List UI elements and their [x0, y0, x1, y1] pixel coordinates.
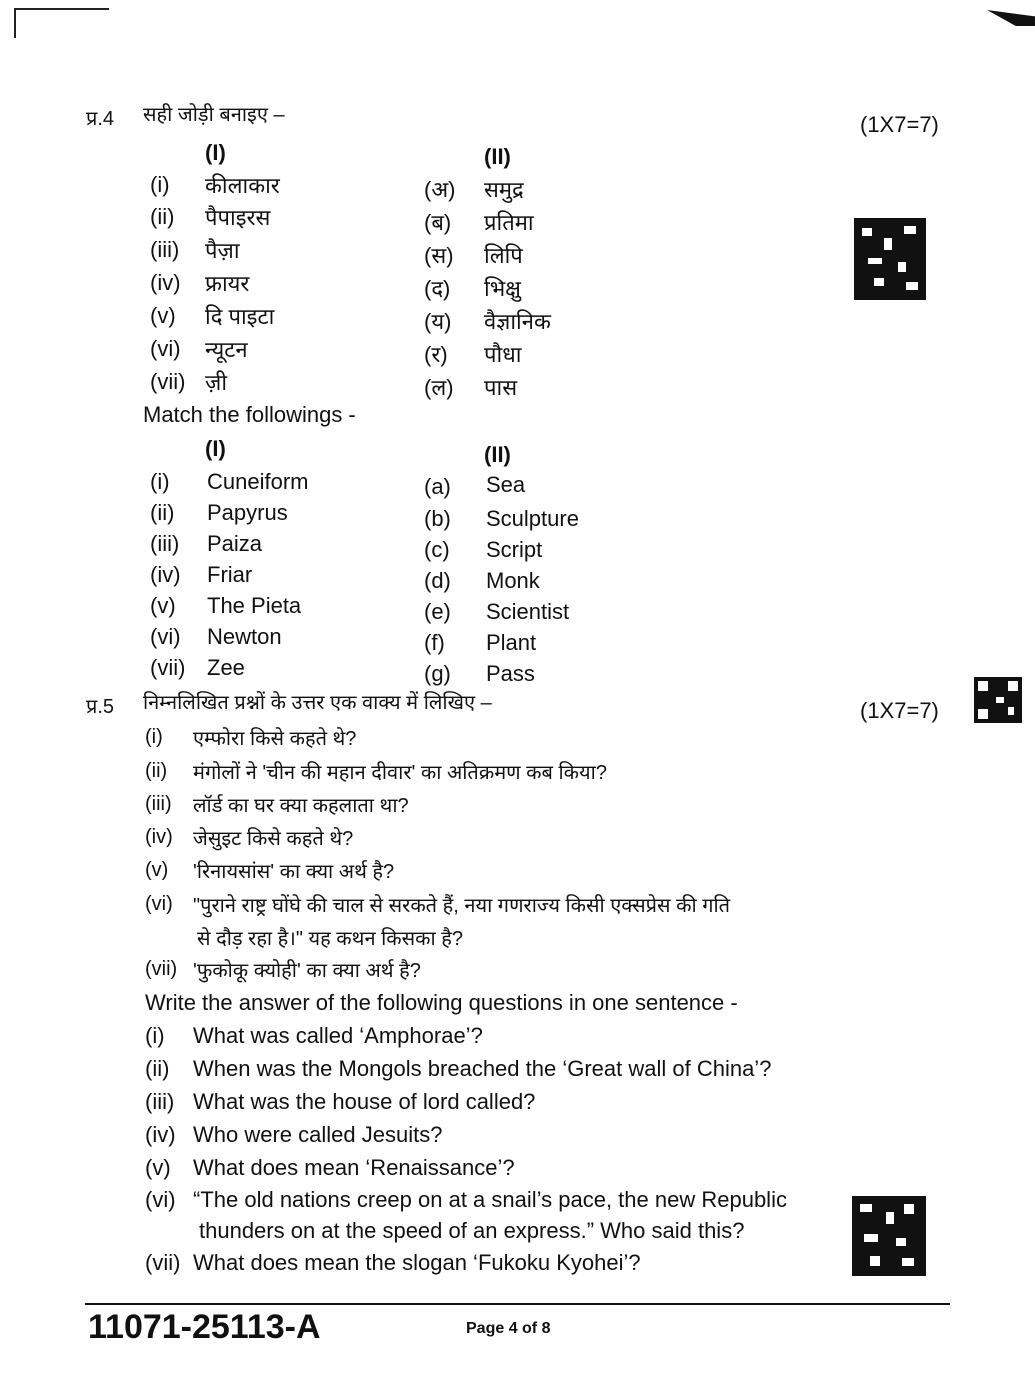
list-item-number: (iv) [150, 270, 181, 295]
list-item: Pass [486, 661, 535, 686]
list-item: “The old nations creep on at a snail’s pace, the new Republic [193, 1187, 787, 1212]
list-item: Sculpture [486, 506, 579, 531]
list-item-number: (ii) [145, 1056, 170, 1081]
list-item: Newton [207, 624, 282, 649]
list-item-number: (i) [150, 469, 170, 494]
list-item: Friar [207, 562, 253, 587]
list-item: Zee [207, 655, 245, 680]
list-item: Paiza [207, 531, 263, 556]
list-item: लिपि [484, 243, 523, 268]
list-item: What was called ‘Amphorae’? [193, 1023, 483, 1048]
list-item: Who were called Jesuits? [193, 1122, 443, 1147]
list-item-number: (iii) [150, 531, 180, 556]
list-item-number: (a) [424, 474, 451, 499]
list-item-number: (अ) [424, 177, 456, 202]
list-item: What was the house of lord called? [193, 1089, 536, 1114]
list-item-number: (iv) [150, 562, 181, 587]
list-item: पैज़ा [205, 238, 240, 263]
list-item-number: (स) [424, 243, 454, 268]
corner-rule [14, 8, 109, 10]
qr-code [854, 218, 926, 300]
list-item-number: (f) [424, 630, 445, 655]
list-item: पैपाइरस [205, 205, 271, 230]
list-item-number: (vi) [145, 1187, 176, 1212]
list-item-number: (v) [145, 859, 169, 881]
list-item: भिक्षु [484, 276, 521, 301]
q5-marks: (1X7=7) [860, 698, 939, 723]
list-item-number: (iii) [145, 1089, 175, 1114]
footer-rule [85, 1303, 950, 1305]
list-item-number: (vii) [150, 655, 186, 680]
list-item: 'फुकोकू क्योही' का क्या अर्थ है? [193, 960, 421, 982]
list-item-number: (v) [150, 593, 176, 618]
q4-title-hindi: सही जोड़ी बनाइए – [143, 104, 285, 126]
list-item: जेसुइट किसे कहते थे? [193, 828, 354, 850]
list-item-number: (vi) [145, 893, 173, 915]
list-item: न्यूटन [205, 337, 248, 362]
list-item-number: (i) [145, 1023, 165, 1048]
list-item-number: (i) [145, 726, 163, 748]
list-item: When was the Mongols breached the ‘Great wall of China’? [193, 1056, 772, 1081]
list-item-number: (b) [424, 506, 451, 531]
list-item: समुद्र [484, 177, 524, 202]
list-item-number: (iii) [145, 793, 172, 815]
page-number: Page 4 of 8 [466, 1320, 551, 1337]
list-item-number: (v) [150, 303, 176, 328]
q4-title-english: Match the followings - [143, 402, 356, 427]
list-item: कीलाकार [205, 173, 280, 198]
list-item-number: (d) [424, 568, 451, 593]
q4-hindi-col2-head: (II) [484, 144, 511, 169]
list-item-number: (ii) [150, 500, 175, 525]
list-item-number: (र) [424, 342, 448, 367]
list-item-number: (vi) [150, 336, 181, 361]
list-item-number: (vi) [150, 624, 181, 649]
list-item-number: (e) [424, 599, 451, 624]
list-item-continuation: से दौड़ रहा है।" यह कथन किसका है? [197, 928, 463, 950]
list-item: The Pieta [207, 593, 302, 618]
corner-registration-mark [987, 10, 1035, 26]
list-item: "पुराने राष्ट्र घोंघे की चाल से सरकते हैं, नया गणराज्य किसी एक्सप्रेस की गति [193, 895, 731, 917]
list-item: Scientist [486, 599, 570, 624]
q4-english-col1-head: (I) [205, 436, 226, 461]
list-item: प्रतिमा [484, 210, 534, 235]
list-item: 'रिनायसांस' का क्या अर्थ है? [193, 861, 395, 883]
list-item: पास [484, 375, 518, 400]
q5-number: प्र.5 [86, 696, 115, 718]
list-item-number: (य) [424, 309, 452, 334]
list-item: ज़ी [205, 370, 228, 395]
q4-hindi-col1-head: (I) [205, 140, 226, 165]
list-item: वैज्ञानिक [484, 309, 551, 334]
list-item-number: (द) [424, 276, 451, 301]
list-item: Plant [486, 630, 537, 655]
q4-english-col2-head: (II) [484, 442, 511, 467]
list-item: मंगोलों ने 'चीन की महान दीवार' का अतिक्रमण कब किया? [193, 762, 607, 784]
list-item: Monk [486, 568, 540, 593]
list-item-continuation: thunders on at the speed of an express.” Who said this? [199, 1218, 745, 1243]
corner-tick [14, 8, 16, 38]
list-item: पौधा [484, 342, 522, 367]
list-item: दि पाइटा [205, 304, 275, 329]
list-item-number: (i) [150, 172, 170, 197]
list-item: एम्फोरा किसे कहते थे? [193, 728, 357, 750]
list-item: What does mean the slogan ‘Fukoku Kyohei’? [193, 1250, 641, 1275]
list-item: लॉर्ड का घर क्या कहलाता था? [193, 795, 409, 817]
list-item-number: (vii) [145, 958, 178, 980]
q5-title-hindi: निम्नलिखित प्रश्नों के उत्तर एक वाक्य में लिखिए – [143, 692, 492, 714]
qr-code-bottom [852, 1196, 926, 1276]
q5-title-english: Write the answer of the following questions in one sentence - [145, 990, 738, 1015]
list-item-number: (ब) [424, 210, 452, 235]
q4-number: प्र.4 [86, 108, 115, 130]
list-item-number: (g) [424, 661, 451, 686]
list-item: Sea [486, 472, 526, 497]
list-item-number: (ल) [424, 375, 454, 400]
list-item-number: (v) [145, 1155, 171, 1180]
list-item-number: (ii) [150, 204, 175, 229]
paper-code: 11071-25113-A [88, 1308, 321, 1346]
list-item: Script [486, 537, 543, 562]
list-item: Papyrus [207, 500, 288, 525]
list-item-number: (vii) [145, 1250, 181, 1275]
list-item-number: (vii) [150, 369, 186, 394]
list-item-number: (c) [424, 537, 450, 562]
qr-code-small [974, 677, 1022, 723]
list-item-number: (iv) [145, 1122, 176, 1147]
q4-marks: (1X7=7) [860, 112, 939, 137]
list-item-number: (iii) [150, 237, 180, 262]
list-item-number: (ii) [145, 760, 168, 782]
list-item: What does mean ‘Renaissance’? [193, 1155, 515, 1180]
list-item-number: (iv) [145, 826, 173, 848]
list-item: Cuneiform [207, 469, 309, 494]
list-item: फ्रायर [205, 271, 250, 296]
